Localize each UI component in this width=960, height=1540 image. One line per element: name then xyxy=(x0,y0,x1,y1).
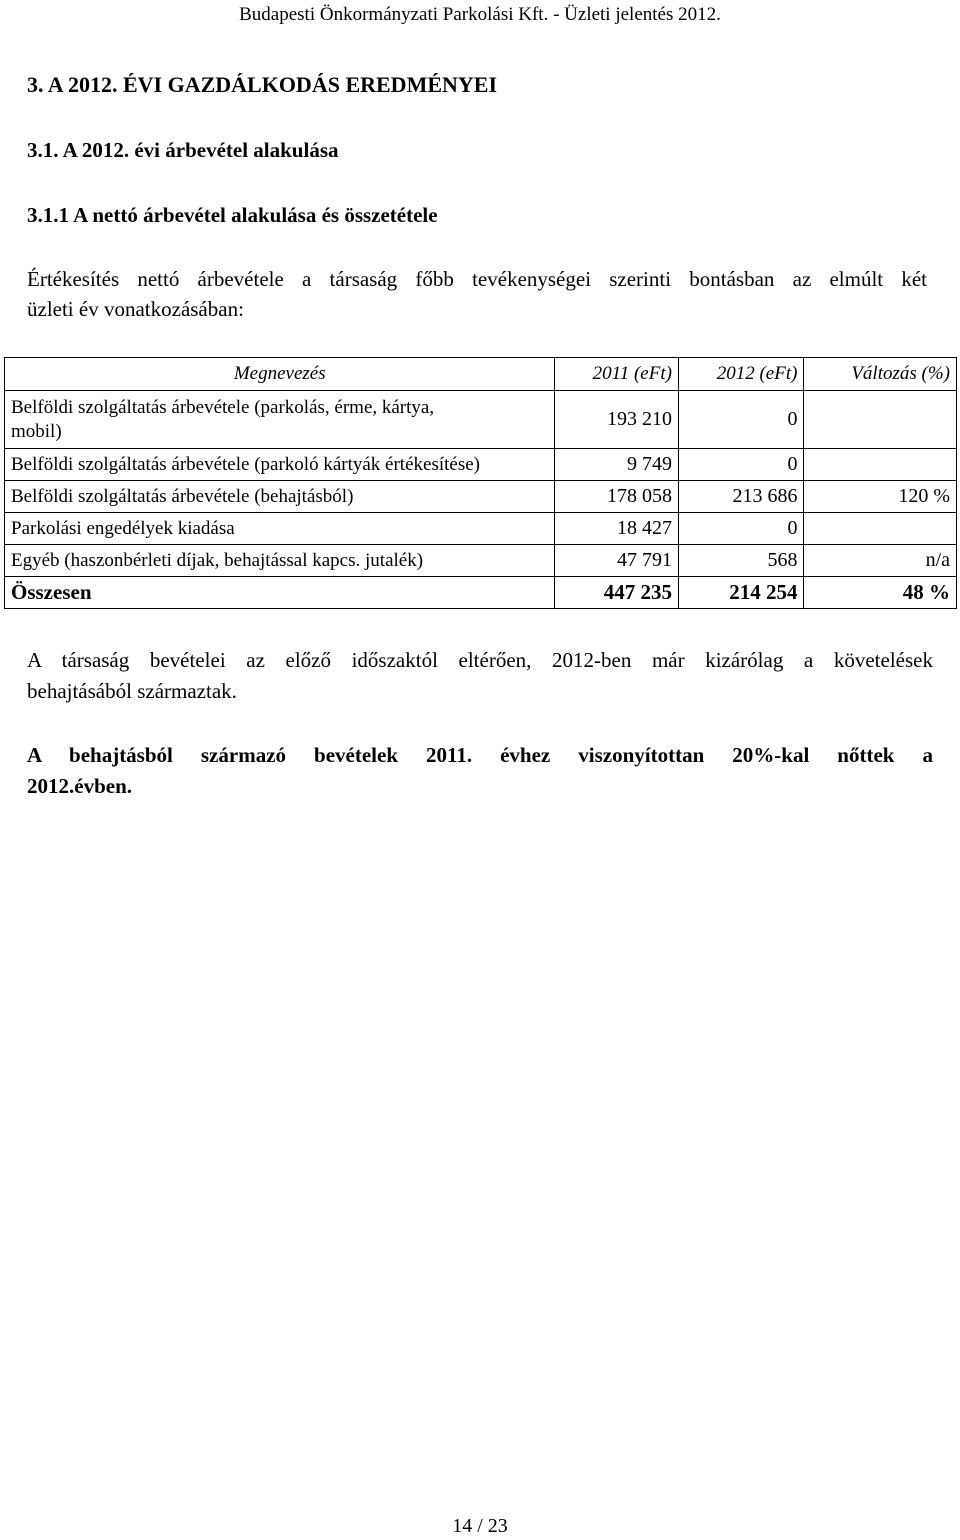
row-value-change: 120 % xyxy=(804,481,957,513)
row-name: Egyéb (haszonbérleti díjak, behajtással kapcs. jutalék) xyxy=(5,545,555,577)
intro-line: Értékesítés nettó árbevétele a társaság főbb tevékenységei szerinti bontásban az elmúlt két xyxy=(27,267,927,291)
row-value-change: n/a xyxy=(804,545,957,577)
table-row xyxy=(5,449,957,481)
column-header-2011: 2011 (eFt) xyxy=(555,358,679,391)
table-total-row xyxy=(5,577,957,609)
column-header-name: Megnevezés xyxy=(5,358,555,391)
page-number: 14 / 23 xyxy=(452,1515,508,1537)
row-value-2012: 213 686 xyxy=(678,481,804,513)
total-value-change: 48 % xyxy=(804,577,957,609)
total-value-2012: 214 254 xyxy=(678,577,804,609)
row-value-2012: 0 xyxy=(678,513,804,545)
growth-statement-paragraph xyxy=(27,740,933,802)
row-value-2011: 178 058 xyxy=(555,481,679,513)
table-row xyxy=(5,513,957,545)
row-name: Belföldi szolgáltatás árbevétele (parkoló kártyák értékesítése) xyxy=(5,449,555,481)
row-name xyxy=(5,391,555,449)
row-value-change xyxy=(804,391,957,449)
subsection-heading: 3.1. A 2012. évi árbevétel alakulása xyxy=(27,138,339,162)
row-value-2012: 0 xyxy=(678,391,804,449)
row-value-2012: 0 xyxy=(678,449,804,481)
row-name: Parkolási engedélyek kiadása xyxy=(5,513,555,545)
total-name: Összesen xyxy=(5,577,555,609)
row-value-2011: 9 749 xyxy=(555,449,679,481)
row-value-2011: 193 210 xyxy=(555,391,679,449)
row-value-2011: 47 791 xyxy=(555,545,679,577)
row-name: Belföldi szolgáltatás árbevétele (behajtásból) xyxy=(5,481,555,513)
column-header-2012: 2012 (eFt) xyxy=(678,358,804,391)
table-row xyxy=(5,545,957,577)
paragraph-line: A behajtásból származó bevételek 2011. évhez viszonyítottan 20%-kal nőttek a xyxy=(27,743,933,767)
row-value-change xyxy=(804,513,957,545)
total-value-2011: 447 235 xyxy=(555,577,679,609)
row-value-change xyxy=(804,449,957,481)
paragraph-line: A társaság bevételei az előző időszaktól eltérően, 2012-ben már kizárólag a követelések xyxy=(27,648,933,672)
table-header-row xyxy=(5,358,957,391)
paragraph-line: 2012.évben. xyxy=(27,774,132,798)
intro-line: üzleti év vonatkozásában: xyxy=(27,297,244,321)
running-header: Budapesti Önkormányzati Parkolási Kft. - Üzleti jelentés 2012. xyxy=(239,4,721,25)
intro-paragraph xyxy=(27,264,927,324)
revenue-table xyxy=(4,357,957,609)
revenue-source-paragraph xyxy=(27,645,933,707)
column-header-change: Változás (%) xyxy=(804,358,957,391)
table-row xyxy=(5,391,957,449)
row-name-line: mobil) xyxy=(11,421,62,442)
subsubsection-heading: 3.1.1 A nettó árbevétel alakulása és összetétele xyxy=(27,203,438,227)
row-value-2012: 568 xyxy=(678,545,804,577)
paragraph-line: behajtásából származtak. xyxy=(27,679,237,703)
row-name-line: Belföldi szolgáltatás árbevétele (parkolás, érme, kártya, xyxy=(11,397,435,418)
table-row xyxy=(5,481,957,513)
row-value-2011: 18 427 xyxy=(555,513,679,545)
section-heading: 3. A 2012. ÉVI GAZDÁLKODÁS EREDMÉNYEI xyxy=(27,72,498,97)
